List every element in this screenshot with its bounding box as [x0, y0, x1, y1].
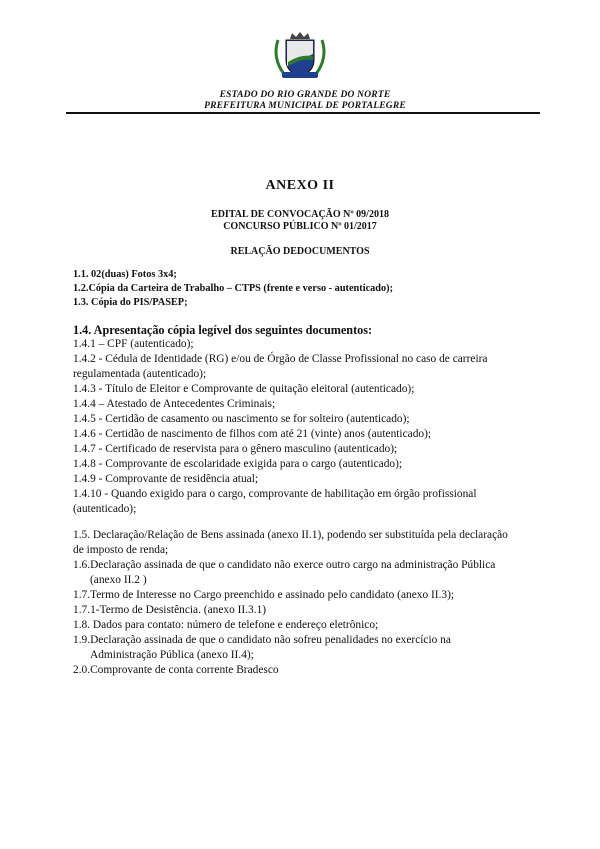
- doc-item: 1.4.5 - Certidão de casamento ou nascimento se for solteiro (autenticado);: [73, 413, 410, 425]
- section-heading: 1.4. Apresentação cópia legível dos seguintes documentos:: [73, 323, 373, 337]
- doc-item: 1.4.8 - Comprovante de escolaridade exigida para o cargo (autenticado);: [73, 458, 403, 470]
- concurso-title: CONCURSO PÚBLICO Nº 01/2017: [223, 221, 377, 232]
- doc-item: 1.7.1-Termo de Desistência. (anexo II.3.1): [73, 604, 267, 616]
- doc-item: 1.4.10 - Quando exigido para o cargo, comprovante de habilitação em órgão profissional: [73, 488, 477, 500]
- doc-item: 1.4.2 - Cédula de Identidade (RG) e/ou de Órgão de Classe Profissional no caso de carreira: [73, 353, 488, 365]
- doc-item: 1.5. Declaração/Relação de Bens assinada (anexo II.1), podendo ser substituída pela declaração: [73, 529, 508, 541]
- doc-item: de imposto de renda;: [73, 544, 169, 556]
- doc-item: 1.7.Termo de Interesse no Cargo preenchido e assinado pelo candidato (anexo II.3);: [73, 589, 455, 601]
- doc-item: 1.4.6 - Certidão de nascimento de filhos com até 21 (vinte) anos (autenticado);: [73, 428, 432, 440]
- doc-item: regulamentada (autenticado);: [73, 368, 207, 380]
- coat-of-arms-icon: [270, 30, 330, 82]
- doc-item: 1.4.7 - Certificado de reservista para o gênero masculino (autenticado);: [73, 443, 398, 455]
- doc-item: 1.8. Dados para contato: número de telefone e endereço eletrônico;: [73, 619, 379, 631]
- doc-item: 1.4.4 – Atestado de Antecedentes Criminais;: [73, 398, 276, 410]
- header-state: ESTADO DO RIO GRANDE DO NORTE: [219, 90, 391, 100]
- doc-item: 1.4.3 - Título de Eleitor e Comprovante de quitação eleitoral (autenticado);: [73, 383, 415, 395]
- doc-item: 1.6.Declaração assinada de que o candidato não exerce outro cargo na administração Pública: [73, 559, 496, 571]
- doc-item: 1.1. 02(duas) Fotos 3x4;: [73, 269, 177, 280]
- doc-item: 1.9.Declaração assinada de que o candidato não sofreu penalidades no exercício na: [73, 634, 451, 646]
- doc-item: 1.4.1 – CPF (autenticado);: [73, 338, 194, 350]
- header-divider: [66, 112, 540, 114]
- edital-title: EDITAL DE CONVOCAÇÃO Nº 09/2018: [211, 209, 389, 220]
- doc-item: 2.0.Comprovante de conta corrente Bradesco: [73, 664, 279, 676]
- doc-item: 1.4.9 - Comprovante de residência atual;: [73, 473, 259, 485]
- anexo-title: ANEXO II: [265, 178, 335, 193]
- doc-item: 1.3. Cópia do PIS/PASEP;: [73, 297, 188, 308]
- relacao-title: RELAÇÃO DEDOCUMENTOS: [230, 246, 370, 257]
- doc-item: (anexo II.2 ): [90, 574, 147, 586]
- doc-item: 1.2.Cópia da Carteira de Trabalho – CTPS (frente e verso - autenticado);: [73, 283, 394, 294]
- doc-item: (autenticado);: [73, 503, 137, 515]
- header-prefeitura: PREFEITURA MUNICIPAL DE PORTALEGRE: [204, 101, 406, 111]
- doc-item: Administração Pública (anexo II.4);: [90, 649, 254, 661]
